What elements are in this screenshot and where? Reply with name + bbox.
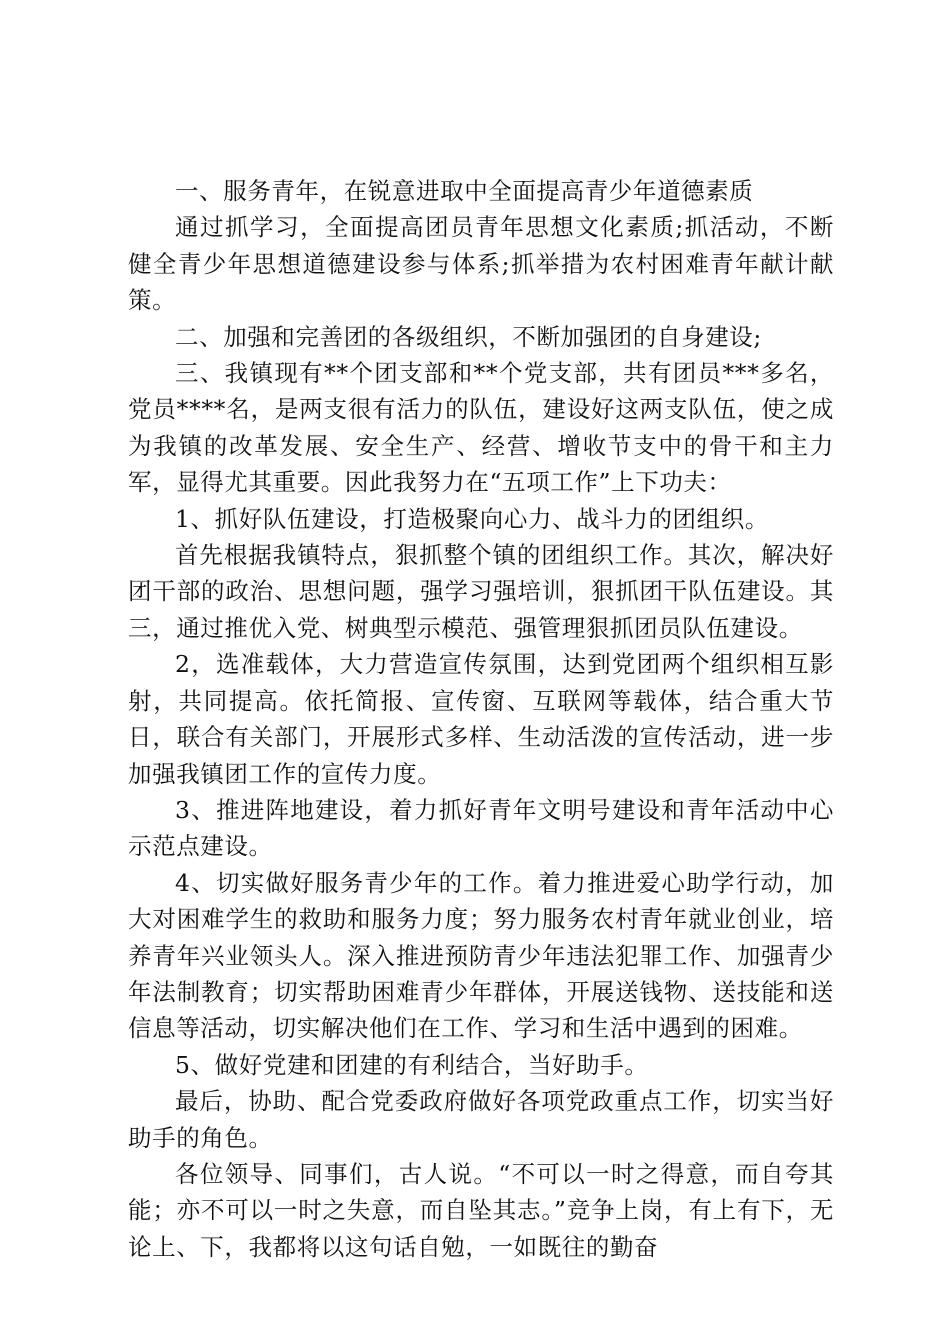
document-body (128, 173, 834, 1265)
item-2-publicity: 2，选准载体，大力营造宣传氛围，达到党团两个组织相互影射，共同提高。依托简报、宣传窗、互联网等载体，结合重大节日，联合有关部门，开展形式多样、生动活泼的宣传活动，进一步加强我镇团工作的宣传力度。 (128, 650, 834, 788)
item-3-position-building: 3、推进阵地建设，着力抓好青年文明号建设和青年活动中心示范点建设。 (128, 795, 834, 861)
heading-strengthen-organization: 二、加强和完善团的各级组织，不断加强团的自身建设; (175, 322, 762, 351)
item-5-party-league: 5、做好党建和团建的有利结合，当好助手。 (175, 1050, 649, 1079)
paragraph-team-building-detail: 首先根据我镇特点，狠抓整个镇的团组织工作。其次，解决好团干部的政治、思想问题，强学习强培训，狠抓团干队伍建设。其三，通过推优入党、树典型示模范、强管理狠抓团员队伍建设。 (128, 541, 834, 642)
paragraph-study-activities: 通过抓学习，全面提高团员青年思想文化素质;抓活动，不断健全青少年思想道德建设参与体系;抓举措为农村困难青年献计献策。 (128, 213, 834, 315)
paragraph-town-branches: 三、我镇现有**个团支部和**个党支部，共有团员***多名，党员****名，是两支很有活力的队伍，建设好这两支队伍，使之成为我镇的改革发展、安全生产、经营、增收节支中的骨干和主力军，显得尤其重要。因此我努力在“五项工作”上下功夫： (128, 359, 834, 497)
item-4-serve-youth: 4、切实做好服务青少年的工作。着力推进爱心助学行动，加大对困难学生的救助和服务力度；努力服务农村青年就业创业，培养青年兴业领头人。深入推进预防青少年违法犯罪工作、加强青少年法制教育；切实帮助困难青少年群体，开展送钱物、送技能和送信息等活动，切实解决他们在工作、学习和生活中遇到的困难。 (128, 868, 834, 1043)
paragraph-closing: 各位领导、同事们，古人说。“不可以一时之得意，而自夸其能；亦不可以一时之失意，而自坠其志。”竞争上岗，有上有下，无论上、下，我都将以这句话自勉，一如既往的勤奋 (128, 1159, 834, 1261)
heading-serve-youth: 一、服务青年，在锐意进取中全面提高青少年道德素质 (175, 177, 754, 205)
paragraph-finally: 最后，协助、配合党委政府做好各项党政重点工作，切实当好助手的角色。 (128, 1087, 834, 1152)
item-1-team-building: 1、抓好队伍建设，打造极聚向心力、战斗力的团组织。 (175, 504, 769, 533)
